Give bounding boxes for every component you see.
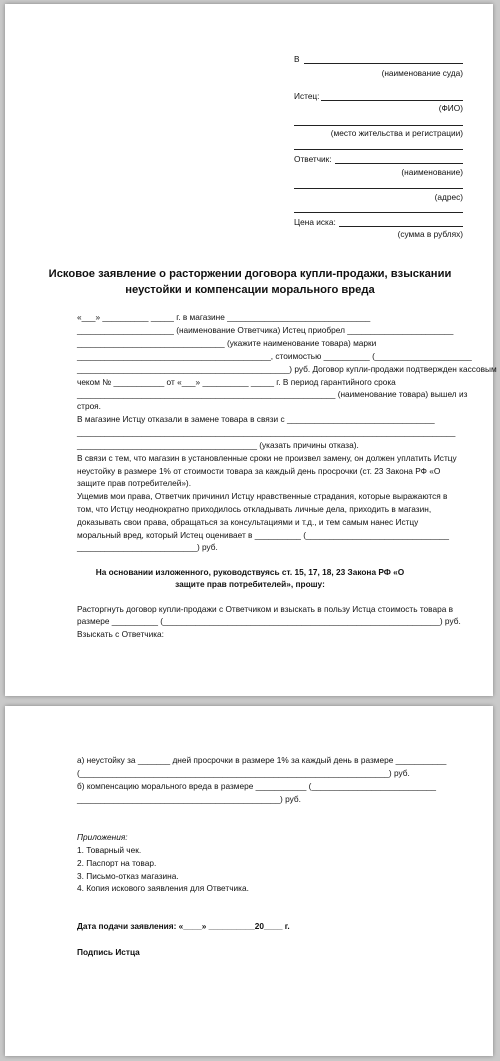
claim-price-label: Цена иска: [294, 217, 336, 227]
address-line [294, 188, 463, 189]
demand-line-1: Расторгнуть договор купли-продажи с Ответчиком и взыскать в пользу Истца стоимость товара в [77, 604, 454, 614]
plaintiff-signature: Подпись Истца [77, 947, 140, 957]
plaintiff-line [321, 100, 463, 101]
defendant-label: Ответчик: [294, 154, 332, 164]
document-page-1 [5, 4, 497, 696]
body-line-3: ________________________________ (укажите наименование товара) марки [77, 338, 377, 348]
moral-damage-line-1: б) компенсацию морального вреда в размере ___________ (___________________________ [77, 781, 437, 791]
body-line-8: строя. [77, 401, 101, 411]
body-line-1: «___» __________ _____ г. в магазине _______________________________ [77, 312, 371, 322]
plaintiff-label: Истец: [294, 91, 320, 101]
demand-line-2: размере __________ (____________________________________________________________) руб. [77, 616, 461, 626]
document-page-2 [5, 706, 493, 1056]
body-line-17: доказывать свои права, обращаться за консультациями и т.д., и тем самым нанес Истцу [77, 517, 419, 527]
body-line-13: неустойку в размере 1% от стоимости товара за каждый день просрочки (ст. 23 Закона РФ «О [77, 466, 441, 476]
court-caption: (наименование суда) [381, 68, 463, 78]
address-caption: (адрес) [434, 192, 463, 202]
claim-price-line [339, 226, 463, 227]
address-line-2 [294, 212, 463, 213]
defendant-line [335, 163, 463, 164]
body-line-15: Ущемив мои права, Ответчик причинил Истцу нравственные страдания, которые выражаются в [77, 491, 448, 501]
body-line-18: моральный вред, который Истец оценивает в __________ (_______________________________ [77, 530, 450, 540]
moral-damage-line-2: ____________________________________________) руб. [77, 794, 301, 804]
body-line-12: В связи с тем, что магазин в установленные сроки не произвел замену, он должен уплатить Истцу [77, 453, 457, 463]
penalty-line-1: а) неустойку за _______ дней просрочки в размере 1% за каждый день в размере ___________ [77, 755, 447, 765]
penalty-line-2: (___________________________________________________________________) руб. [77, 768, 410, 778]
demand-line-3: Взыскать с Ответчика: [77, 629, 164, 639]
body-line-19: __________________________) руб. [77, 542, 218, 552]
body-line-6: чеком № ___________ от «___» __________ _____ г. В период гарантийного срока [77, 377, 396, 387]
body-line-7: ________________________________________________________ (наименование товара) вышел из [77, 389, 468, 399]
court-prefix: В [294, 54, 300, 64]
attachments-label: Приложения: [77, 832, 128, 842]
residence-line-2 [294, 149, 463, 150]
residence-caption: (место жительства и регистрации) [330, 128, 463, 138]
residence-line [294, 125, 463, 126]
attachment-item: 2. Паспорт на товар. [77, 858, 157, 868]
filing-date-line: Дата подачи заявления: «____» __________20____ г. [77, 921, 290, 931]
basis-heading: На основании изложенного, руководствуясь ст. 15, 17, 18, 23 Закона РФ «О защите прав потребителей», прошу: [95, 567, 405, 589]
body-line-10: __________________________________________________________________________________ [77, 427, 456, 437]
body-line-9: В магазине Истцу отказали в замене товара в связи с ________________________________ [77, 414, 435, 424]
body-line-4: __________________________________________, стоимостью __________ (_____________________ [77, 351, 472, 361]
body-line-5: ______________________________________________) руб. Договор купли-продажи подтвержден кассовым [77, 364, 497, 374]
defendant-caption: (наименование) [401, 167, 463, 177]
body-line-2: _____________________ (наименование Ответчика) Истец приобрел _______________________ [77, 325, 454, 335]
body-line-11: _______________________________________ (указать причины отказа). [77, 440, 359, 450]
attachment-item: 3. Письмо-отказ магазина. [77, 871, 179, 881]
claim-price-caption: (сумма в рублях) [397, 229, 463, 239]
court-line [304, 63, 463, 64]
document-title: Исковое заявление о расторжении договора купли-продажи, взыскании неустойки и компенсации морального вреда [48, 268, 452, 296]
body-line-16: том, что Истцу неоднократно приходилось откладывать личные дела, приходить в магазин, [77, 504, 432, 514]
body-line-14: защите прав потребителей»). [77, 478, 192, 488]
plaintiff-caption: (ФИО) [438, 103, 463, 113]
attachment-item: 1. Товарный чек. [77, 845, 142, 855]
attachment-item: 4. Копия искового заявления для Ответчика. [77, 883, 249, 893]
